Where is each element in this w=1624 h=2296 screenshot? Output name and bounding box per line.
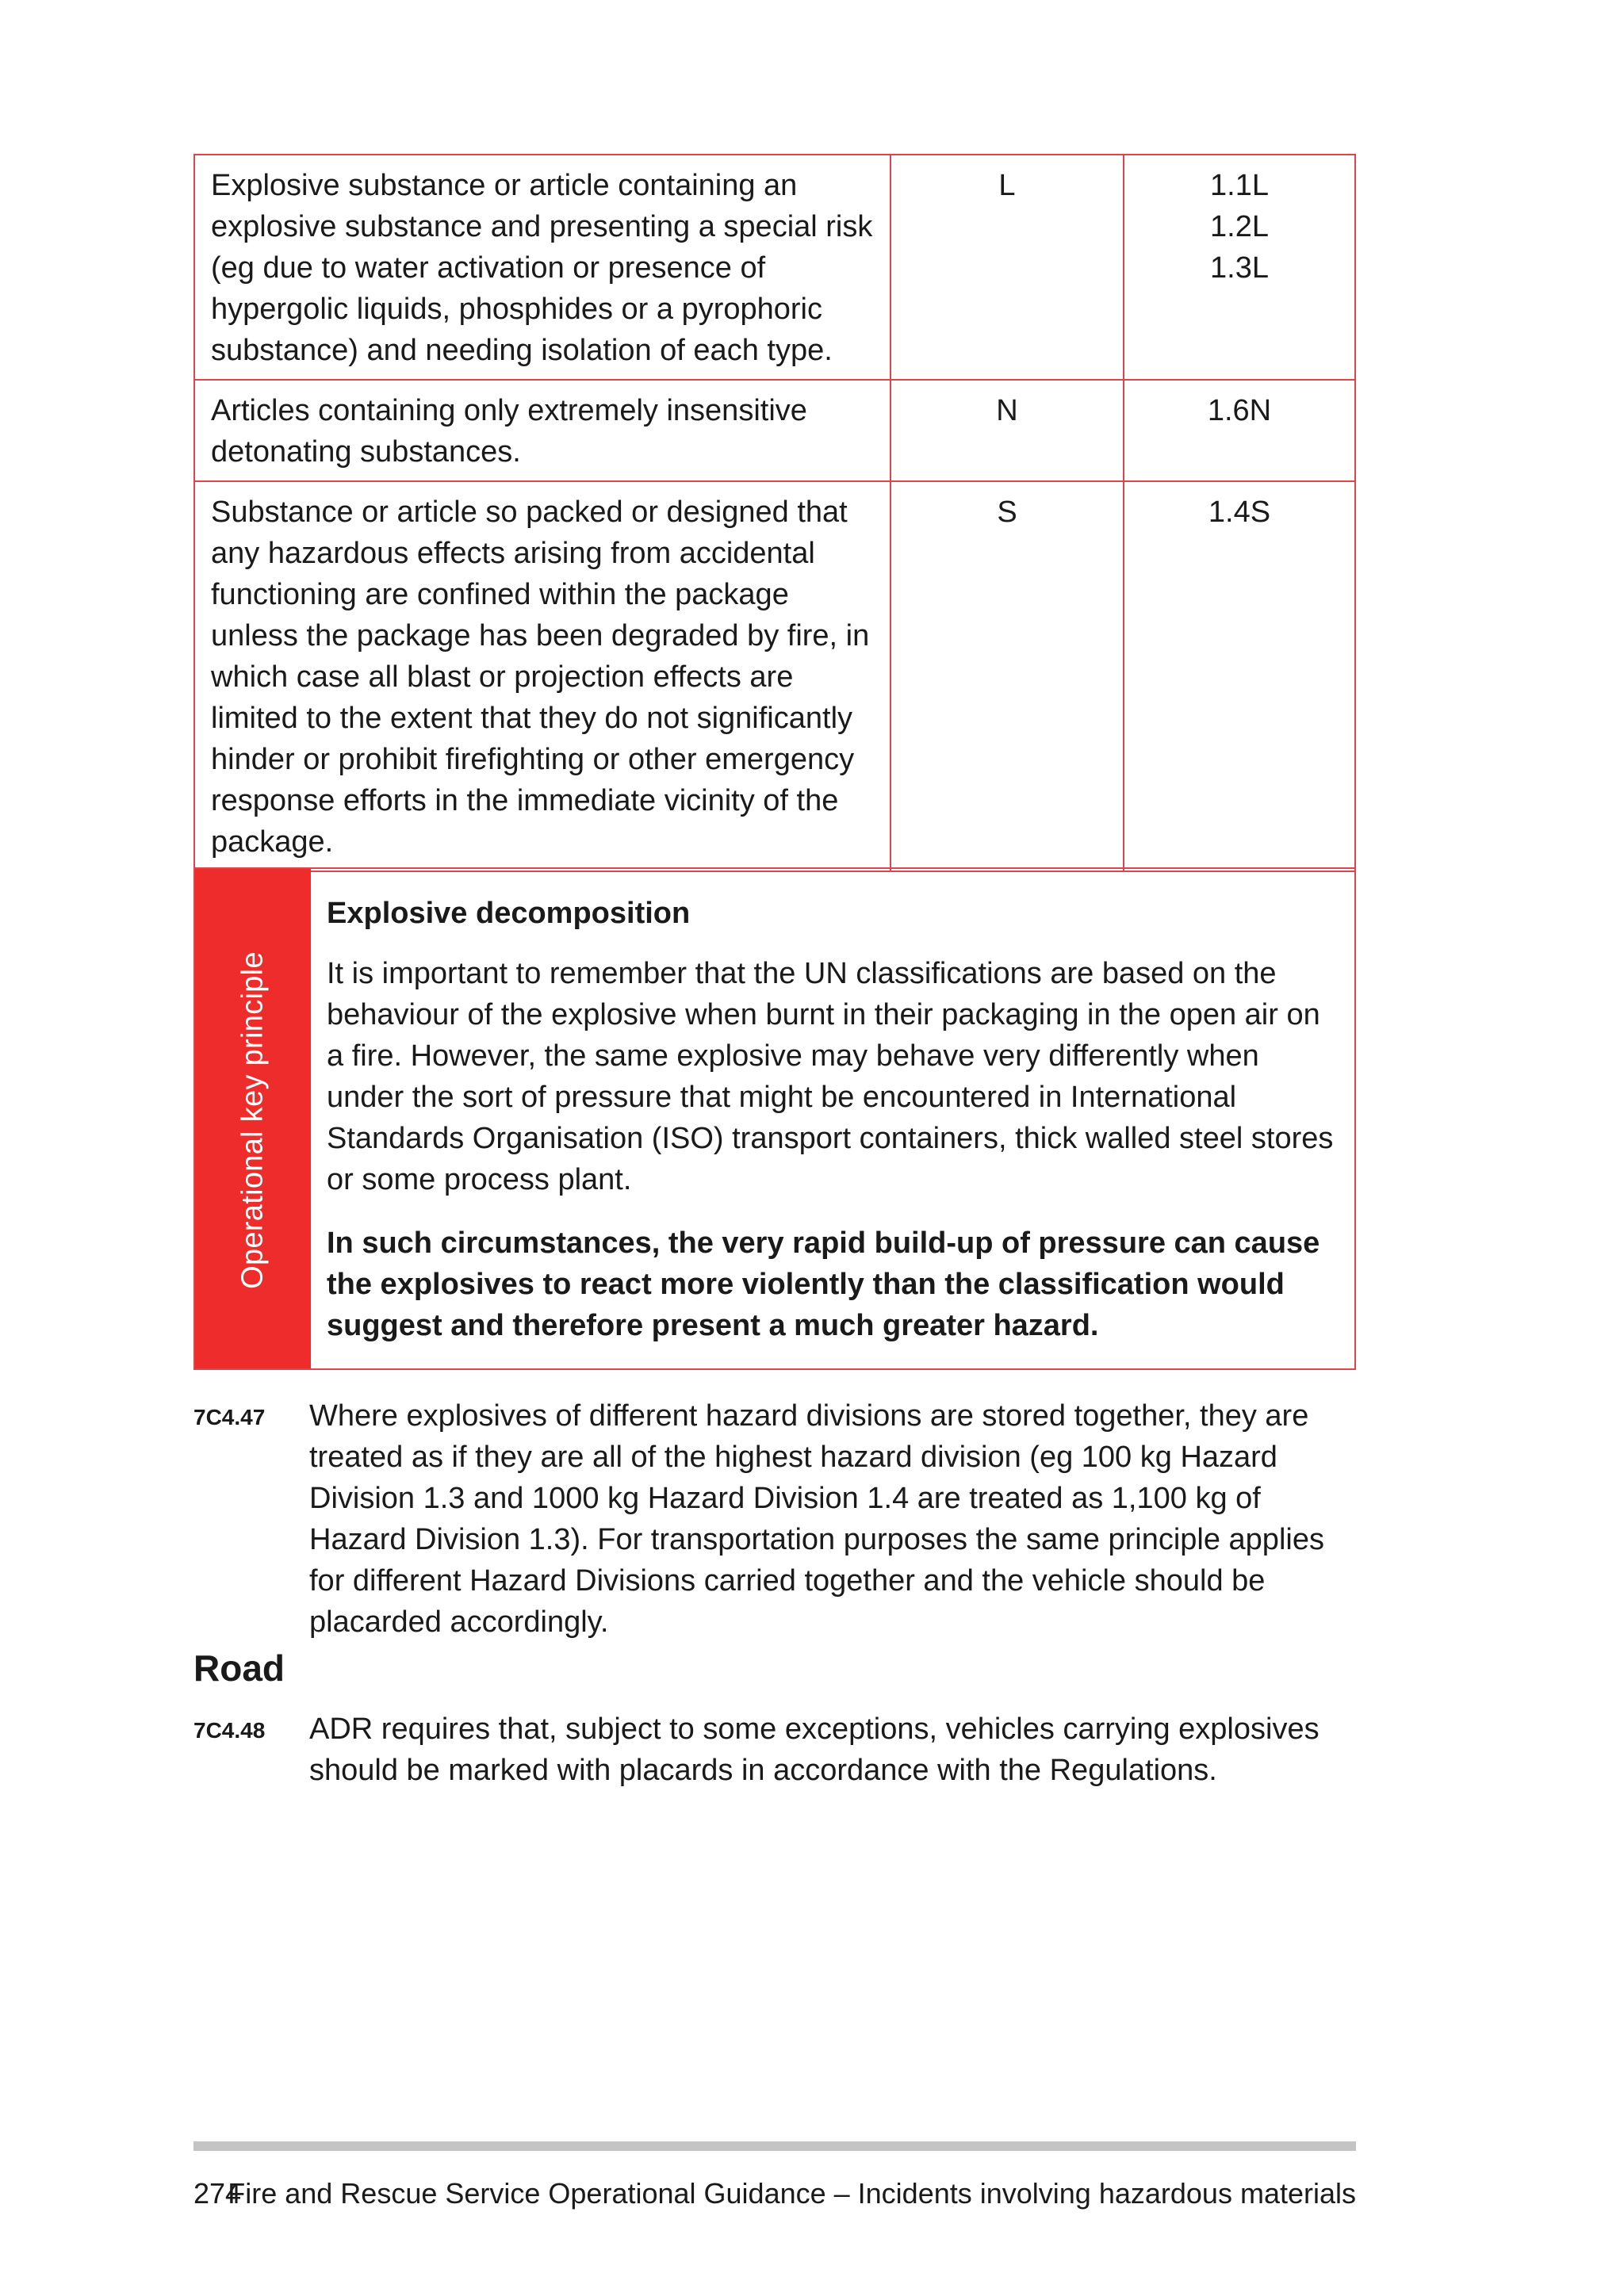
document-title: Fire and Rescue Service Operational Guidance – Incidents involving hazardous materials bbox=[228, 2177, 1356, 2210]
key-principle-side-band bbox=[195, 869, 311, 1368]
paragraph-7c4-48 bbox=[193, 1709, 1356, 1791]
table-cell-compatibility-group: S bbox=[891, 481, 1124, 871]
table-cell-classification bbox=[1124, 481, 1355, 871]
page-number: 274 bbox=[193, 2177, 242, 2210]
table-cell-compatibility-group: L bbox=[891, 155, 1124, 380]
table-row bbox=[194, 481, 1355, 871]
page-footer bbox=[193, 2174, 1356, 2214]
classification-code: 1.6N bbox=[1207, 394, 1272, 427]
table-cell-description: Substance or article so packed or designed that any hazardous effects arising from accidental functioning are confined within the package unless the package has been degraded by fire, in which case all blast or projection effects are limited to the extent that they do not significantly hinder or prohibit firefighting or other emergency response efforts in the immediate vicinity of the package. bbox=[194, 481, 891, 871]
table-cell-description: Explosive substance or article containing an explosive substance and presenting a special risk (eg due to water activation or presence of hypergolic liquids, phosphides or a pyrophoric substance) and needing isolation of each type. bbox=[194, 155, 891, 380]
paragraph-text: Where explosives of different hazard divisions are stored together, they are treated as if they are all of the highest hazard division (eg 100 kg Hazard Division 1.3 and 1000 kg Hazard Division 1.4 are treated as 1,100 kg of Hazard Division 1.3). For transportation purposes the same principle applies for different Hazard Divisions carried together and the vehicle should be placarded accordingly. bbox=[309, 1399, 1324, 1639]
footer-divider bbox=[193, 2141, 1356, 2151]
key-principle-content bbox=[327, 893, 1342, 1346]
key-principle-emphasis: In such circumstances, the very rapid build-up of pressure can cause the explosives to react more violently than the classification would suggest and therefore present a much greater hazard. bbox=[327, 1226, 1320, 1342]
key-principle-title: Explosive decomposition bbox=[327, 897, 691, 930]
paragraph-7c4-47 bbox=[193, 1395, 1356, 1643]
table-cell-description: Articles containing only extremely insensitive detonating substances. bbox=[194, 380, 891, 481]
classification-code: 1.2L bbox=[1210, 210, 1269, 243]
paragraph-text: ADR requires that, subject to some exceptions, vehicles carrying explosives should be marked with placards in accordance with the Regulations. bbox=[309, 1712, 1320, 1787]
key-principle-body: It is important to remember that the UN classifications are based on the behaviour of the explosive when burnt in their packaging in the open air on a fire. However, the same explosive may behave very differently when under the sort of pressure that might be encountered in International Standards Organisation (ISO) transport containers, thick walled steel stores or some process plant. bbox=[327, 957, 1334, 1196]
table-cell-compatibility-group: N bbox=[891, 380, 1124, 481]
table-cell-classification bbox=[1124, 380, 1355, 481]
classification-code: 1.1L bbox=[1210, 169, 1269, 202]
key-principle-label: Operational key principle bbox=[236, 951, 270, 1289]
table-row bbox=[194, 155, 1355, 380]
explosive-classification-table bbox=[193, 154, 1356, 872]
paragraph-number: 7C4.48 bbox=[193, 1718, 266, 1743]
table-row bbox=[194, 380, 1355, 481]
classification-code: 1.4S bbox=[1208, 496, 1271, 529]
operational-key-principle-box bbox=[193, 867, 1356, 1370]
classification-code: 1.3L bbox=[1210, 251, 1269, 285]
paragraph-number: 7C4.47 bbox=[193, 1405, 266, 1429]
section-heading-road: Road bbox=[193, 1647, 285, 1689]
table-cell-classification bbox=[1124, 155, 1355, 380]
